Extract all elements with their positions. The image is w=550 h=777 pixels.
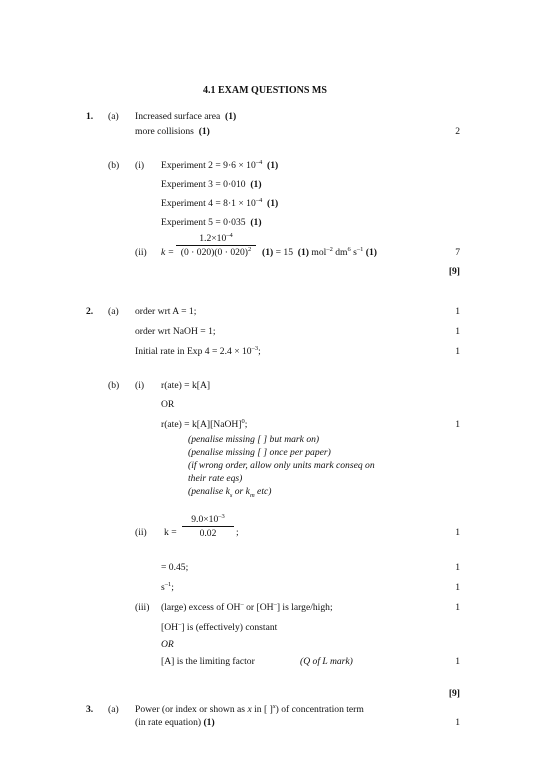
q2bii-line2: = 0.45; — [161, 562, 189, 573]
q1a-marks: 2 — [455, 126, 460, 137]
q1bi-exp3: Experiment 3 = 0·010 (1) — [161, 179, 262, 190]
q2bii-fraction-numerator: $9.0\times 10^{-3}$ — [191, 512, 225, 525]
q3a-marks: 1 — [455, 717, 460, 728]
q1bi-exp2: Experiment $2 = 9\cdot 6 \times 10^{-4}$ (1) — [161, 158, 279, 171]
q1bii-fraction-bar — [176, 245, 256, 246]
q2bi-note5: (penalise $k_s$ or $k_m$ etc) — [188, 486, 272, 499]
q2a-line2: order wrt NaOH = 1; — [135, 326, 216, 337]
page-title: 4.1 EXAM QUESTIONS MS — [203, 85, 327, 96]
q2-part-biii-label: (iii) — [135, 602, 150, 613]
q1bi-exp5: Experiment 5 = 0·035 (1) — [161, 217, 262, 228]
q2a-line3-mark: 1 — [455, 346, 460, 357]
q1bi-exp4: Experiment $4 = 8\cdot 1 \times 10^{-4}$ (1) — [161, 196, 279, 209]
q2bi-note3: (if wrong order, allow only units mark conseq on — [188, 460, 375, 471]
q1-part-a-label: (a) — [108, 111, 119, 122]
q2biii-mark2: 1 — [455, 656, 460, 667]
q2bii-line3: $s^{-1}$; — [161, 580, 174, 593]
q3a-line1: Power (or index or shown as x in [ ]$^x$) of concentration term — [135, 702, 364, 715]
q2bi-line1: r(ate) = k[A] — [161, 380, 211, 391]
q1bii-fraction-denominator: $(0 \cdot 020)(0 \cdot 020)^2$ — [180, 245, 252, 258]
q1bii-k-eq: k = — [161, 247, 175, 258]
q2-part-b-label: (b) — [108, 380, 120, 391]
q2bi-mark: 1 — [455, 419, 460, 430]
q2-part-bi-label: (i) — [135, 380, 145, 391]
q2bii-fraction — [182, 514, 234, 539]
q2-part-bii-label: (ii) — [135, 527, 147, 538]
q1-total: [9] — [448, 266, 460, 277]
q2biii-line3: [A] is the limiting factor — [161, 656, 255, 667]
q2a-line1-mark: 1 — [455, 306, 460, 317]
q2bii-mark1: 1 — [455, 527, 460, 538]
q2-total: [9] — [448, 688, 460, 699]
q3-part-a-label: (a) — [108, 704, 119, 715]
q2bii-mark2: 1 — [455, 562, 460, 573]
q2bi-note4: their rate eqs) — [188, 473, 243, 484]
q2a-line2-mark: 1 — [455, 326, 460, 337]
q2biii-line2: [OH–] is (effectively) constant — [161, 620, 278, 633]
q2bii-fraction-denominator: 0.02 — [199, 528, 217, 539]
q3a-line2: (in rate equation) (1) — [135, 717, 215, 728]
q2-part-a-label: (a) — [108, 306, 119, 317]
q1b-marks: 7 — [455, 247, 460, 258]
q1-number: 1. — [86, 111, 94, 122]
q2bi-or: OR — [161, 399, 175, 410]
q2bi-line2: r(ate) = k[A][NaOH]$^0$; — [161, 417, 248, 430]
q2bii-fraction-bar — [182, 526, 234, 527]
q2-number: 2. — [86, 306, 94, 317]
q2biii-line3-note: (Q of L mark) — [300, 656, 353, 667]
q1-part-bi-label: (i) — [135, 160, 145, 171]
q1bii-fraction-numerator: $1.2\times 10^{-4}$ — [199, 231, 233, 244]
q2bi-note1: (penalise missing [ ] but mark on) — [188, 434, 320, 445]
q2a-line3: Initial rate in Exp $4 = 2.4 \times 10^{-3}$; — [135, 344, 261, 357]
q1-part-b-label: (b) — [108, 160, 120, 171]
q2bii-mark3: 1 — [455, 582, 460, 593]
q1-part-bii-label: (ii) — [135, 247, 147, 258]
q2biii-or: OR — [161, 639, 174, 650]
q2biii-line1: (large) excess of OH– or [OH–] is large/high; — [161, 600, 333, 613]
q2a-line1: order wrt A = 1; — [135, 306, 197, 317]
q1a-line1: Increased surface area (1) — [135, 111, 237, 122]
q2bii-semicolon: ; — [236, 527, 239, 538]
q2bii-k-eq: k = — [164, 527, 177, 538]
q3-number: 3. — [86, 704, 94, 715]
q2bi-note2: (penalise missing [ ] once per paper) — [188, 447, 331, 458]
q1bii-result: (1) = 15 (1) mol$^{-2}$ $dm^6$ $s^{-1}$ (1) — [262, 245, 377, 258]
q2biii-mark1: 1 — [455, 602, 460, 613]
q1a-line2: more collisions (1) — [135, 126, 210, 137]
q1bii-fraction — [176, 233, 256, 258]
